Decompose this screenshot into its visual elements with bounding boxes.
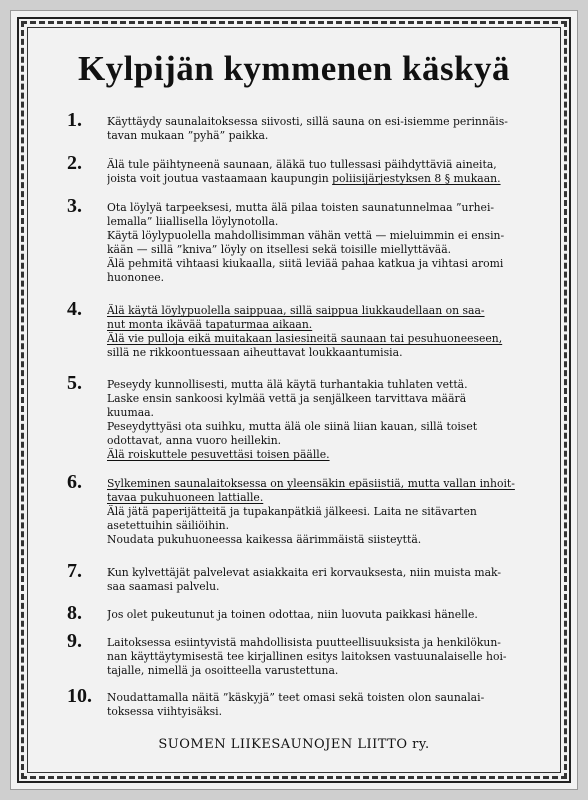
publisher-signature: SUOMEN LIIKESAUNOJEN LIITTO ry.: [158, 737, 430, 752]
poster-sheet: [10, 10, 578, 790]
rule-line: asetettuihin säiliöihin.: [107, 519, 230, 532]
rule-text: [107, 636, 543, 678]
rule-line: Älä jätä paperijätteitä ja tupakanpätkiä jälkeesi. Laita ne sitävarten: [107, 505, 477, 518]
rule-line: nut monta ikävää tapaturmaa aikaan.: [107, 318, 313, 331]
rule-text: [107, 115, 543, 143]
rule-line: nan käyttäytymisestä tee kirjallinen esitys laitoksen vastuunalaiselle hoi-: [107, 650, 507, 663]
rule-line: kuumaa.: [107, 406, 154, 419]
rule-line: Älä tule päihtyneenä saunaan, äläkä tuo tullessasi päihdyttäviä aineita,: [107, 158, 497, 171]
rule-text: [107, 608, 543, 622]
rule-line: odottavat, anna vuoro heillekin.: [107, 434, 282, 447]
rule-line: Käytä löylypuolella mahdollisimman vähän vettä — mieluimmin ei ensin-: [107, 229, 505, 242]
rule-text: [107, 304, 543, 360]
rule-line: kään — sillä ”kniva” löyly on itsellesi sekä toisille miellyttävää.: [107, 243, 452, 256]
rule-number: 5.: [67, 372, 82, 394]
rule-text: [107, 378, 543, 462]
rule-line: Ota löylyä tarpeeksesi, mutta älä pilaa toisten saunatunnelmaa ”urhei-: [107, 201, 495, 214]
rule-text: [107, 477, 543, 547]
rule-number: 4.: [67, 298, 82, 320]
rule-number: 9.: [67, 630, 82, 652]
rule-text: [107, 691, 543, 719]
rule-text: [107, 158, 543, 186]
rule-line: sillä ne rikkoontuessaan aiheuttavat loukkaantumisia.: [107, 346, 403, 359]
rule-line-start: joista voit joutua vastaamaan kaupungin: [107, 172, 329, 185]
rule-line: Peseydy kunnollisesti, mutta älä käytä turhantakia tuhlaten vettä.: [107, 378, 468, 391]
rule-line: Sylkeminen saunalaitoksessa on yleensäkin epäsiistiä, mutta vallan inhoit-: [107, 477, 515, 490]
rule-number: 8.: [67, 602, 82, 624]
rule-number: 1.: [67, 109, 82, 131]
rule-line: huononee.: [107, 271, 165, 284]
rule-line: Älä pehmitä vihtaasi kiukaalla, siitä leviää pahaa katkua ja vihtasi aromi: [107, 257, 504, 270]
rule-line: Jos olet pukeutunut ja toinen odottaa, niin luovuta paikkasi hänelle.: [107, 608, 478, 621]
rule-text: [107, 201, 543, 285]
rule-line: Noudata pukuhuoneessa kaikessa äärimmäistä siisteyttä.: [107, 533, 422, 546]
rule-number: 7.: [67, 560, 82, 582]
rule-number: 10.: [67, 685, 92, 707]
rule-line: toksessa viihtyisäksi.: [107, 705, 223, 718]
rule-number: 3.: [67, 195, 82, 217]
rule-line: tavan mukaan ”pyhä” paikka.: [107, 129, 269, 142]
rule-line: Peseydyttyäsi ota suihku, mutta älä ole siinä liian kauan, sillä toiset: [107, 420, 478, 433]
rule-line: Älä roiskuttele pesuvettäsi toisen päälle.: [107, 448, 330, 461]
rule-line: [107, 172, 543, 186]
rule-line: Noudattamalla näitä ”käskyjä” teet omasi sekä toisten olon saunalai-: [107, 691, 485, 704]
rule-text: [107, 566, 543, 594]
rule-line: Älä käytä löylypuolella saippuaa, sillä saippua liukkaudellaan on saa-: [107, 304, 485, 317]
poster-title: Kylpijän kymmenen käskyä: [77, 49, 511, 88]
rule-line: tajalle, nimellä ja osoitteella varustettuna.: [107, 664, 339, 677]
rule-line: Käyttäydy saunalaitoksessa siivosti, sillä sauna on esi-isiemme perinnäis-: [107, 115, 508, 128]
rule-line: lemalla” liiallisella löylynotolla.: [107, 215, 279, 228]
rule-line: tavaa pukuhuoneen lattialle.: [107, 491, 264, 504]
rule-line: Älä vie pulloja eikä muitakaan lasiesineitä saunaan tai pesuhuoneeseen,: [107, 332, 503, 345]
rule-line: saa saamasi palvelu.: [107, 580, 220, 593]
rule-line: Laske ensin sankoosi kylmää vettä ja senjälkeen tarvittava määrä: [107, 392, 467, 405]
rule-line: Kun kylvettäjät palvelevat asiakkaita eri korvauksesta, niin muista mak-: [107, 566, 502, 579]
rule-line: Laitoksessa esiintyvistä mahdollisista puutteellisuuksista ja henkilökun-: [107, 636, 501, 649]
rule-number: 2.: [67, 152, 82, 174]
police-ordinance-reference: poliisijärjestyksen 8 § mukaan.: [332, 172, 501, 185]
rule-number: 6.: [67, 471, 82, 493]
